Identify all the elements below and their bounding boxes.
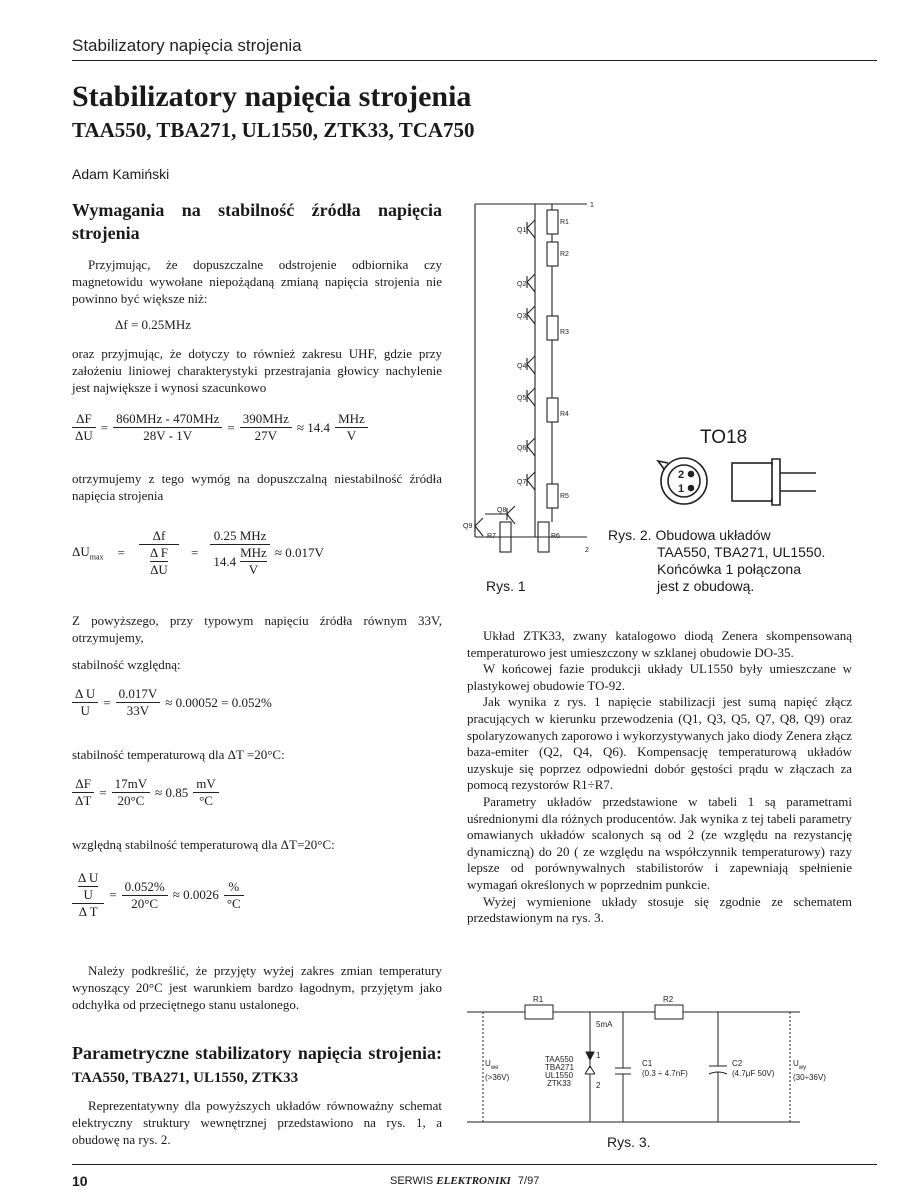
eq3-lhs-num: Δ U (72, 686, 98, 703)
fig3-uwe-symbol: U (485, 1059, 491, 1068)
section1-paragraph: oraz przyjmując, że dotyczy to również zakresu UHF, gdzie przy założeniu liniowej charakterystyki przestrajania głowicy nachylenie jest największe i wynosi szacunkowo (72, 346, 442, 395)
fig3-c1: C1 (642, 1059, 653, 1068)
fig3-ic-name: TAA550 (545, 1055, 574, 1064)
fig1-r5-label: R5 (560, 493, 569, 500)
fig3-ic-name: ZTK33 (547, 1079, 572, 1088)
eq2-lhs-sub: max (89, 552, 104, 562)
figure3-caption: Rys. 3. (607, 1134, 651, 1150)
fig3-uwy (793, 1059, 806, 1071)
equation-temperature-stability: $\frac{\Delta F}{\Delta T}$ = $\frac{17mV}{20^\circ C}$ ≈ 0.85 $\frac{mV}{^\circ C}$ (72, 776, 219, 809)
eq3-a-num: 0.017V (116, 686, 161, 703)
section1-p5-block (72, 656, 442, 673)
fig1-q5-label: Q5 (517, 395, 527, 402)
section1-paragraph: Przyjmując, że dopuszczalne odstrojenie odbiornika czy magnetowidu wywołane niepożądaną zmianą napięcia strojenia nie powinno być większe niż: (72, 257, 442, 306)
figure2-caption (608, 527, 825, 595)
eq3-lhs-den: U (80, 703, 90, 718)
section1-p3-block (72, 470, 442, 504)
figure2-caption-line4: jest z obudową. (657, 578, 755, 594)
fig3-ic-pin1: 1 (596, 1051, 601, 1060)
eq4-unit-den: °C (199, 793, 213, 808)
fig2-pin-b: 1 (678, 483, 685, 495)
eq5-unit-den: °C (226, 895, 241, 911)
fig1-q3-label: Q3 (517, 313, 527, 320)
right-paragraph: Jak wynika z rys. 1 napięcie stabilizacji jest sumą napięć złącz pracujących w kierunku przewodzenia (Q1, Q3, Q5, Q7, Q8, Q9) oraz spolaryzowanych zaporowo i wykorzystywanych jako diody Zenera złącz baza-emiter (Q2, Q4, Q6). Kompensację temperaturową układów uzyskuje się poprzez odpowiedni dobór gęstości prądu w złączach za pomocą rezystorów R1÷R7. (467, 694, 852, 793)
figure2-package-drawing (650, 455, 820, 515)
figure1-schematic (455, 192, 605, 580)
fig1-r2-label: R2 (560, 251, 569, 258)
right-paragraph: Wyżej wymienione układy stosuje się zgodnie ze schematem przedstawionym na rys. 3. (467, 893, 852, 926)
section2-heading-main: Parametryczne stabilizatory napięcia strojenia: (72, 1043, 442, 1063)
eq2-a-num: Δf (139, 528, 179, 545)
fig1-q1-label: Q1 (517, 227, 527, 234)
eq2-b-num: 0.25 MHz (210, 528, 269, 545)
article-subtitle: TAA550, TBA271, UL1550, ZTK33, TCA750 (72, 118, 475, 142)
eq4-a-den: 20°C (117, 793, 145, 808)
fig1-q9-label: Q9 (463, 523, 473, 530)
fig1-q6-label: Q6 (517, 445, 527, 452)
eq2-b-den-num: MHz (240, 545, 267, 560)
figure2-caption-line2: TAA550, TBA271, UL1550. (657, 544, 826, 560)
eq2-a-den-den: ΔU (150, 562, 168, 577)
section1-p6-block (72, 746, 442, 763)
fig3-r2: R2 (663, 995, 674, 1004)
section1-paragraph: względną stabilność temperaturową dla ΔT=20°C: (72, 837, 335, 852)
section1-heading-block (72, 199, 442, 245)
fig3-r1: R1 (533, 995, 544, 1004)
footer-rule (72, 1164, 877, 1165)
eq1-a-den: 28V - 1V (143, 428, 193, 443)
figure2-package-name: TO18 (700, 427, 748, 448)
article-title: Stabilizatory napięcia strojenia (72, 80, 472, 113)
right-paragraph: Parametry układów przedstawione w tabeli 1 są parametrami uśrednionymi dla różnych producentów. Jak wynika z tej tabeli parametry omawianych układów scalonych są od 2 (ze względu na rezystancję dynamiczną) do 20 ( ze względu na współczynnik temperaturowy) razy lepsze od porównywalnych stabilistorów i zapewniają spełnienie wymagań określonych w poprzednim punkcie. (467, 793, 852, 892)
eq1-b-den: 27V (254, 428, 277, 443)
figure1-caption: Rys. 1 (486, 578, 526, 594)
magazine-prefix: SERWIS (390, 1175, 434, 1187)
header-rule (72, 60, 877, 61)
equation-slope: $\frac{\Delta F}{\Delta U}$ = $\frac{\text{860MHz - 470MHz}}{28V - 1V}$ = $\frac{\text{390MHz}}{27V}$ ≈ 14.4 $\frac{\text{MHz}}{V}$ (72, 411, 368, 444)
figure3-circuit (465, 994, 877, 1136)
eq4-unit-num: mV (193, 776, 219, 793)
fig3-uwe (485, 1059, 499, 1071)
fig1-q2-label: Q2 (517, 281, 527, 288)
eq5-lhs-num-bot: U (83, 887, 93, 902)
fig3-uwy-sub: wy (798, 1065, 807, 1071)
fig3-ic-name: TBA271 (545, 1063, 574, 1072)
eq3-result: ≈ 0.00052 = 0.052% (165, 694, 272, 710)
fig1-q4-label: Q4 (517, 363, 527, 370)
eq1-lhs-den: ΔU (75, 428, 93, 443)
section1-p2-block (72, 345, 442, 396)
running-header: Stabilizatory napięcia strojenia (72, 36, 302, 55)
fig1-r3-label: R3 (560, 329, 569, 336)
fig3-c2-value: (4.7μF 50V) (732, 1069, 775, 1078)
section1-paragraph: Z powyższego, przy typowym napięciu źródła równym 33V, otrzymujemy, (72, 613, 442, 645)
section2-p1-block (72, 1097, 442, 1148)
eq1-unit-den: V (346, 428, 357, 443)
fig3-uwe-range: (>36V) (485, 1073, 510, 1082)
eq2-result: ≈ 0.017V (274, 545, 324, 560)
equation-delta-f: Δf = 0.25MHz (115, 317, 191, 332)
eq5-lhs-num-top: Δ U (78, 870, 99, 885)
eq5-approx: ≈ 0.0026 (172, 887, 219, 902)
fig3-ic-name: UL1550 (545, 1071, 574, 1080)
eq3-a-den: 33V (126, 703, 150, 718)
section1-p4-block (72, 612, 442, 646)
right-column-text (467, 628, 852, 927)
eq4-approx: ≈ 0.85 (155, 784, 189, 800)
figure2-caption-line3: Końcówka 1 połączona (657, 561, 801, 577)
fig3-uwe-sub: we (490, 1065, 499, 1071)
magazine-footer (390, 1175, 539, 1187)
eq5-lhs-den: Δ T (78, 904, 98, 919)
eq2-b-den-coef: 14.4 (213, 553, 237, 569)
eq1-approx: ≈ 14.4 (296, 419, 331, 435)
fig1-q8-label: Q8 (497, 507, 507, 514)
section1-paragraph: Należy podkreślić, że przyjęty wyżej zakres zmian temperatury wynoszący 20°C jest warunkiem bardzo łagodnym, przyjętym jako odchyłka od przeciętnego stanu ustalonego. (72, 963, 442, 1012)
section1-p8-block (72, 962, 442, 1013)
eq5-a-den: 20°C (131, 895, 159, 911)
fig1-r6-label: R6 (551, 533, 560, 540)
eq4-a-num: 17mV (112, 776, 151, 793)
right-paragraph: Układ ZTK33, zwany katalogowo diodą Zenera skompensowaną temperaturowo jest umieszczony w szklanej obudowie DO-35. (467, 628, 852, 660)
eq2-a-den-num: Δ F (149, 545, 168, 560)
fig3-c2: C2 (732, 1059, 743, 1068)
section1-p1-block (72, 256, 442, 307)
fig3-current: 5mA (596, 1020, 613, 1029)
fig3-uwy-symbol: U (793, 1059, 799, 1068)
figure2-caption-prefix: Rys. 2. (608, 527, 652, 543)
section1-p7-block (72, 836, 442, 853)
fig3-ic-pin2: 2 (596, 1081, 601, 1090)
fig1-r1-label: R1 (560, 219, 569, 226)
issue: 7/97 (517, 1175, 540, 1187)
section1-paragraph: otrzymujemy z tego wymóg na dopuszczalną niestabilność źródła napięcia strojenia (72, 471, 442, 503)
equation-relative-stability: $\frac{\text{Δ U}}{U}$ = $\frac{0.017V}{33V}$ ≈ 0.00052 = 0.052% (72, 686, 277, 719)
fig1-q7-label: Q7 (517, 479, 527, 486)
section1-paragraph: stabilność temperaturową dla ΔT =20°C: (72, 747, 285, 762)
section2-heading-parts: TAA550, TBA271, UL1550, ZTK33 (72, 1070, 299, 1086)
section2-paragraph: Reprezentatywny dla powyższych układów równoważny schemat elektryczny struktury wewnętrznej przedstawiono na rys. 1, a obudowę na rys. 2. (72, 1098, 442, 1147)
eq1-lhs-num: ΔF (72, 411, 96, 428)
fig1-pin2-label: 2 (585, 547, 589, 554)
eq4-lhs-num: ΔF (72, 776, 94, 793)
figure2-caption-line1: Obudowa układów (655, 527, 771, 543)
eq1-unit-num: MHz (335, 411, 368, 428)
eq2-lhs: ΔU (72, 544, 90, 560)
magazine-name: ELEKTRONIKI (436, 1175, 511, 1187)
equation-relative-temperature-stability: Δ U U Δ T = $\frac{0.052\%}{20^\circ C}$ ≈ 0.0026 $\frac{\%}{^\circ C}$ (72, 870, 244, 920)
fig1-r7-label: R7 (487, 533, 496, 540)
section2-heading (72, 1042, 442, 1090)
eq1-a-num: 860MHz - 470MHz (113, 411, 222, 428)
eq5-unit-num: % (224, 879, 244, 896)
fig3-uwy-range: (30÷36V) (793, 1073, 826, 1082)
section1-paragraph: stabilność względną: (72, 657, 181, 672)
eq1-b-num: 390MHz (240, 411, 292, 428)
equation-du-max: $\Delta U_{max}$ = Δf Δ F ΔU = 0.25 MHz 14.4 MHz V ≈ 0.017V (72, 528, 324, 577)
eq2-b-den-den: V (248, 562, 259, 577)
right-paragraph: W końcowej fazie produkcji układy UL1550 były umieszczane w plastykowej obudowie TO-92. (467, 661, 852, 693)
eq4-lhs-den: ΔT (75, 793, 92, 808)
eq5-a-num: 0.052% (122, 879, 168, 896)
fig1-pin1-label: 1 (590, 202, 594, 209)
section2-heading-block (72, 1042, 442, 1090)
section1-heading: Wymagania na stabilność źródła napięcia strojenia (72, 200, 442, 243)
author: Adam Kamiński (72, 166, 170, 182)
fig2-pin-a: 2 (678, 469, 685, 481)
fig1-r4-label: R4 (560, 411, 569, 418)
page-number: 10 (72, 1173, 88, 1189)
fig3-c1-value: (0.3 ÷ 4.7nF) (642, 1069, 688, 1078)
